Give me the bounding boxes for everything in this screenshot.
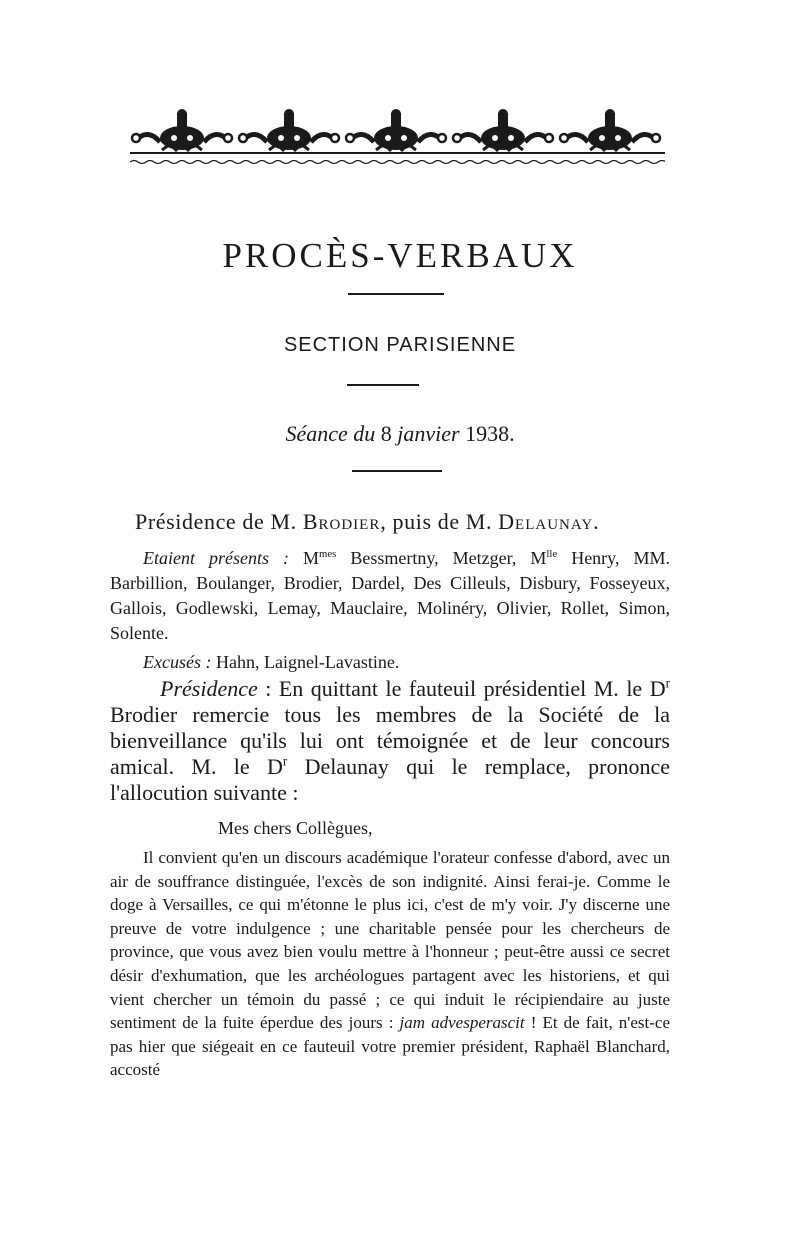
presents-text: M xyxy=(288,548,319,568)
attendance-block xyxy=(110,546,670,675)
excuses-names: Hahn, Laignel-Lavastine. xyxy=(211,652,400,672)
presidence-text: . xyxy=(593,509,600,534)
section-heading: SECTION PARISIENNE xyxy=(283,334,517,356)
speech-text: ! Et de fait, n'est-ce pas hier que siégeait en ce fauteuil votre premier président, Raphaël Blanchard, accosté xyxy=(110,1013,670,1080)
excuses-paragraph xyxy=(110,650,670,675)
speech-block xyxy=(110,846,670,1082)
seance-month: janvier xyxy=(397,421,460,446)
superscript: r xyxy=(282,753,288,769)
superscript: lle xyxy=(546,548,558,560)
excuses-label: Excusés : xyxy=(143,652,212,672)
divider-rule xyxy=(348,293,444,295)
intro-paragraph xyxy=(110,676,670,806)
ornament-headpiece xyxy=(130,108,665,170)
superscript: r xyxy=(665,675,670,691)
seance-du: du xyxy=(353,421,376,446)
seance-year: 1938. xyxy=(465,421,515,446)
intro-block xyxy=(110,676,670,806)
seance-date xyxy=(0,421,800,447)
president-name: Brodier xyxy=(302,509,381,534)
presidence-line xyxy=(135,509,675,535)
intro-label: Présidence xyxy=(160,676,258,701)
presents-label: Etaient présents : xyxy=(143,548,289,568)
superscript: mes xyxy=(318,548,337,560)
speech-paragraph xyxy=(110,846,670,1082)
presidence-text: , puis de M. xyxy=(380,509,499,534)
presents-text: Henry, MM. Barbillion, Boulanger, Brodier, Dardel, Des Cilleuls, Disbury, Fosseyeux, Gallois, Godlewski, Lemay, Mauclaire, Molinéry, Olivier, Rollet, Simon, Solente. xyxy=(110,548,670,643)
speech-text: Il convient qu'en un discours académique l'orateur confesse d'abord, avec un air de souffrance distinguée, l'excès de son indignité. Ainsi ferai-je. Comme le doge à Versailles, ce qui m'étonne le plus ici, c'est de m'y voir. J'y discerne une preuve de votre indulgence ; une charitable pensée pour les chercheurs de province, que vous avez bien voulu mettre à l'honneur ; peut-être aussi ce secret désir d'exhumation, que les archéologues partagent avec les historiens, et qui vient chercher un témoin du passé ; ce qui induit le récipiendaire au juste sentiment de la fuite éperdue des jours : xyxy=(110,848,670,1033)
seance-prefix: Séance xyxy=(285,421,348,446)
presidence-text: Présidence de M. xyxy=(135,509,303,534)
presents-text: Bessmertny, Metzger, M xyxy=(336,548,547,568)
latin-quote: jam advesperascit xyxy=(399,1013,525,1033)
salutation: Mes chers Collègues, xyxy=(218,818,373,838)
intro-text: Delaunay qui le remplace, prononce l'allocution suivante : xyxy=(110,754,670,805)
president-name: Delaunay xyxy=(498,509,594,534)
page-title: PROCÈS-VERBAUX xyxy=(222,236,578,275)
seance-day: 8 xyxy=(380,421,392,446)
divider-rule xyxy=(352,470,442,472)
intro-text: : En quittant le fauteuil présidentiel M. le D xyxy=(257,676,666,701)
presents-paragraph xyxy=(110,546,670,646)
divider-rule xyxy=(347,384,419,386)
intro-text: Brodier remercie tous les membres de la Société de la bienveillance qu'ils lui ont témoignée et de leur concours amical. M. le D xyxy=(110,702,670,779)
